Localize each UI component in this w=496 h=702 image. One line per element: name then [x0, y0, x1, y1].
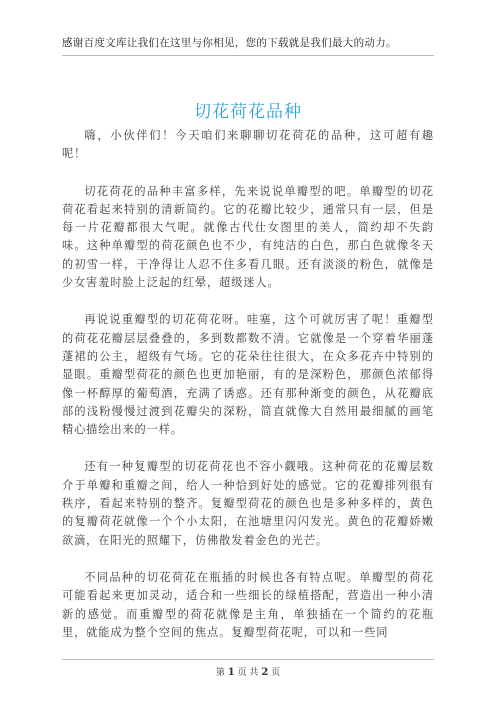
footer-divider — [62, 659, 434, 660]
paragraph-single-petal: 切花荷花的品种丰富多样，先来说说单瓣型的吧。单瓣型的切花荷花看起来特别的清新简约。它的花瓣比较少，通常只有一层，但是每一片花瓣都很大气呢。就像古代仕女图里的美人，简约却不失韵味。这种单瓣型的荷花颜色也不少，有纯洁的白色，那白色就像冬天的初雪一样，干净得让人忍不住多看几眼。还有淡淡的粉色，就像是少女害羞时脸上泛起的红晕，超级迷人。 — [62, 184, 434, 290]
paragraph-intro: 嗨，小伙伴们！今天咱们来聊聊切花荷花的品种，这可超有趣呢！ — [62, 129, 434, 161]
paragraph-double-petal: 再说说重瓣型的切花荷花呀。哇塞，这个可就厉害了呢！重瓣型的荷花花瓣层层叠叠的，多到数都数不清。它就像是一个穿着华丽蓬蓬裙的公主，超级有气场。它的花朵往往很大，在众多花卉中特别的显眼。重瓣型荷花的颜色也更加艳丽，有的是深粉色，那颜色浓郁得像一杯醇厚的葡萄酒，充满了诱惑。还有那种渐变的颜色，从花瓣底部的浅粉慢慢过渡到花瓣尖的深粉，简直就像大自然用最细腻的画笔精心描绘出来的一样。 — [62, 313, 434, 437]
current-page-number: 1 — [227, 667, 235, 678]
paragraph-vase-arrangement: 不同品种的切花荷花在瓶插的时候也各有特点呢。单瓣型的荷花可能看起来更加灵动，适合和一些细长的绿植搭配，营造出一种小清新的感觉。而重瓣型的荷花就像是主角，单独插在一个简约的花瓶里，就能成为整个空间的焦点。复瓣型荷花呢，可以和一些同 — [62, 570, 434, 639]
paragraph-semi-double: 还有一种复瓣型的切花荷花也不容小觑哦。这种荷花的花瓣层数介于单瓣和重瓣之间，给人一种恰到好处的感觉。它的花瓣排列很有秩序，看起来特别的整齐。复瓣型荷花的颜色也是多种多样的，黄色的复瓣荷花就像一个个小太阳，在池塘里闪闪发光。黄色的花瓣娇嫩欲滴，在阳光的照耀下，仿佛散发着金色的光芒。 — [62, 460, 434, 547]
page-footer — [0, 665, 496, 678]
footer-middle: 页 共 — [237, 668, 259, 678]
footer-suffix: 页 — [271, 668, 281, 678]
footer-prefix: 第 — [215, 668, 225, 678]
document-body — [62, 127, 434, 661]
page-header: 感谢百度文库让我们在这里与你相见，您的下载就是我们最大的动力。 — [62, 37, 397, 49]
total-pages-number: 2 — [261, 667, 269, 678]
header-divider — [62, 55, 434, 56]
document-title: 切花荷花品种 — [194, 102, 302, 123]
